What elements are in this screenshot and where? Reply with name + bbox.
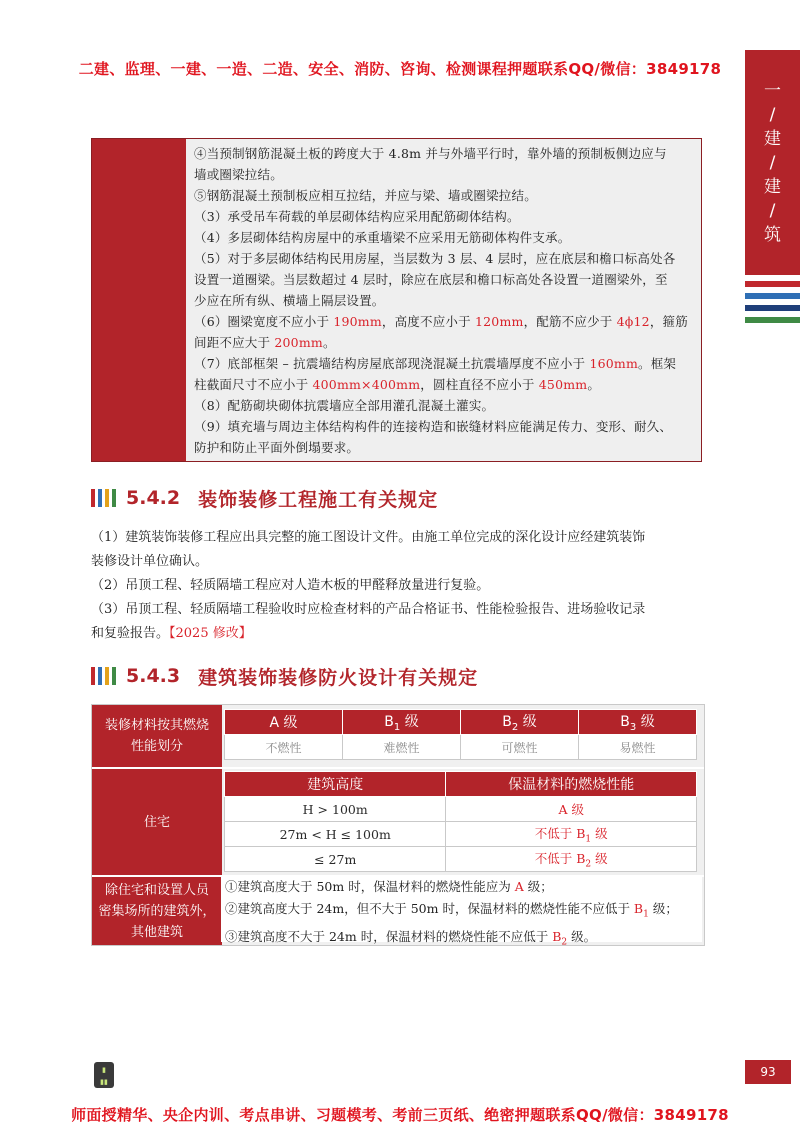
provision-text: 间距不应大于: [194, 335, 275, 350]
provision-line: [194, 164, 693, 185]
section-number: 5.4.3: [126, 665, 181, 687]
grade-subscript: 3: [629, 721, 637, 733]
provision-text: 墙或圈梁拉结。: [194, 167, 283, 182]
grade-desc-cell: 不燃性: [225, 735, 343, 760]
grade-header-cell: [461, 710, 579, 735]
header-insulation-performance: 保温材料的燃烧性能: [446, 772, 697, 797]
provision-text: 设置一道圈梁。当层数超过 4 层时，除应在底层和檐口标高处各设置一道圈梁外，至: [194, 272, 668, 287]
provision-text: 防护和防止平面外倒塌要求。: [194, 440, 360, 455]
grade-letter: B: [384, 714, 394, 731]
height-cell: 27m < H ≤ 100m: [225, 822, 446, 847]
performance-cell: [446, 797, 697, 822]
red-value: 200mm: [274, 335, 323, 350]
provision-text: （9）填充墙与周边主体结构构件的连接构造和嵌缝材料应能满足传力、变形、耐久、: [194, 419, 673, 434]
paragraph-line: 装修设计单位确认。: [91, 554, 209, 569]
grade-desc-cell: 可燃性: [461, 735, 579, 760]
grade-desc-cell: 难燃性: [343, 735, 461, 760]
red-value: 400mm×400mm: [312, 377, 421, 392]
grade-row-label: [92, 705, 222, 767]
promo-banner-top: 二建、监理、一建、一造、二造、安全、消防、咨询、检测课程押题联系QQ/微信：3849178: [78, 60, 722, 78]
provision-text: 。: [587, 377, 601, 392]
provision-text: ⑤钢筋混凝土预制板应相互拉结，并应与梁、墙或圈梁拉结。: [194, 188, 537, 203]
grade-subscript: 2: [511, 721, 519, 733]
requirement-end: 级；: [523, 879, 553, 894]
paragraph-line: （3）吊顶工程、轻质隔墙工程验收时应检查材料的产品合格证书、性能检验报告、进场验收记录: [91, 602, 646, 617]
provision-line: [194, 311, 693, 332]
provision-line: [194, 395, 693, 416]
provision-text: （3）承受吊车荷载的单层砌体结构应采用配筋砌体结构。: [194, 209, 520, 224]
other-building-requirements: [221, 876, 702, 947]
provision-text: （7）底部框架 – 抗震墙结构房屋底部现浇混凝土抗震墙厚度不应小于: [194, 356, 590, 371]
grade-header-cell: [579, 710, 697, 735]
requirement-line: [225, 898, 702, 926]
provision-text: 柱截面尺寸不应小于: [194, 377, 313, 392]
performance-cell: [446, 822, 697, 847]
side-tab-char: 一: [764, 80, 781, 101]
section-header-543: [91, 662, 478, 690]
requirement-text: ③建筑高度不大于 24m 时，保温材料的燃烧性能不应低于: [225, 928, 553, 944]
grade-letter: B: [552, 928, 562, 944]
grade-suffix: 级: [591, 850, 608, 866]
grade-header-cell: [343, 710, 461, 735]
label-line: 其他建筑: [130, 924, 183, 940]
provision-text: ，箍筋: [649, 314, 688, 329]
provision-text: ④当预制钢筋混凝土板的跨度大于 4.8m 并与外墙平行时，靠外墙的预制板侧边应与: [194, 146, 667, 161]
grade-suffix: 级: [591, 825, 608, 841]
page-number: 93: [745, 1060, 791, 1084]
label-line: 性能划分: [130, 739, 183, 754]
provision-line: [194, 206, 693, 227]
red-value: 450mm: [538, 377, 588, 392]
label-line: 装修材料按其燃烧: [104, 718, 209, 733]
grade-suffix: 级: [400, 714, 419, 731]
provision-text: ，圆柱直径不应小于: [420, 377, 539, 392]
provision-text: 少应在所有纵、横墙上隔层设置。: [194, 293, 385, 308]
grade-subscript: 2: [585, 859, 592, 870]
stripe-green: [745, 317, 800, 323]
section-number: 5.4.2: [126, 487, 181, 509]
red-value: 190mm: [333, 314, 382, 329]
residential-insulation-table: [224, 771, 697, 872]
grade-letter: A: [514, 879, 524, 894]
red-value: 4ϕ12: [616, 314, 650, 329]
provision-line: [194, 437, 693, 458]
revision-tag: 【2025 修改】: [169, 626, 252, 641]
provision-text: （5）对于多层砌体结构民用房屋，当层数为 3 层、4 层时，应在底层和檐口标高处各: [194, 251, 676, 266]
side-tab-char: 建: [764, 176, 781, 197]
grade-subscript: 2: [561, 937, 568, 947]
requirement-end: 级。: [567, 928, 597, 944]
side-tab-char: /: [769, 104, 776, 125]
provision-text: 。: [322, 335, 336, 350]
requirement-text: ②建筑高度大于 24m，但不大于 50m 时，保温材料的燃烧性能不应低于: [225, 901, 634, 916]
provision-line: [194, 227, 693, 248]
grade-suffix: 级: [518, 714, 537, 731]
grade-subscript: 1: [585, 834, 592, 845]
grade-header-cell: [225, 710, 343, 735]
requirement-line: [225, 876, 702, 898]
header-building-height: 建筑高度: [225, 772, 446, 797]
provision-line: [194, 353, 693, 374]
combustion-grade-table: [224, 709, 697, 760]
requirement-end: 级；: [648, 901, 678, 916]
publisher-logo: ▮ ▮▮: [94, 1062, 114, 1088]
side-tab-char: 筑: [764, 224, 781, 245]
block-side-bar: [92, 139, 186, 461]
grade-subscript: 1: [643, 909, 649, 920]
performance-cell: [446, 847, 697, 872]
red-value: 120mm: [474, 314, 524, 329]
paragraph-line: 和复验报告。【2025 修改】: [91, 626, 252, 641]
provision-text: ，配筋不应少于: [523, 314, 617, 329]
grade-letter: B: [633, 901, 644, 916]
stripe-blue: [745, 293, 800, 299]
provision-text: 。框架: [638, 356, 677, 371]
residential-row-label: 住宅: [92, 769, 222, 875]
provision-line: [194, 248, 693, 269]
grade-desc-cell: 易燃性: [579, 735, 697, 760]
side-tab-char: 建: [764, 128, 781, 149]
side-tab-char: /: [769, 152, 776, 173]
provision-line: [194, 185, 693, 206]
stripe-navy: [745, 305, 800, 311]
section-title: 装饰装修工程施工有关规定: [198, 488, 439, 511]
masonry-provisions-block: [91, 138, 702, 462]
performance-text: 不低于 B: [534, 850, 586, 866]
height-cell: ≤ 27m: [225, 847, 446, 872]
grade-subscript: 1: [393, 721, 401, 733]
provision-line: [194, 269, 693, 290]
requirement-line: [225, 926, 702, 954]
paragraph-line: （2）吊顶工程、轻质隔墙工程应对人造木板的甲醛释放量进行复验。: [91, 578, 490, 593]
grade-letter: B: [502, 714, 512, 731]
residential-row: [225, 797, 697, 822]
provision-text: （8）配筋砌块砌体抗震墙应全部用灌孔混凝土灌实。: [194, 398, 495, 413]
provision-text: ，高度不应小于: [381, 314, 475, 329]
residential-row: [225, 847, 697, 872]
masonry-provisions-text: [186, 139, 701, 461]
section-bars-icon: [91, 489, 116, 507]
stripe-red: [745, 281, 800, 287]
grade-label-text: [105, 715, 209, 757]
other-building-row-label: [92, 877, 222, 945]
other-label-text: [98, 880, 215, 943]
grade-letter: A 级: [269, 715, 298, 731]
performance-text: A 级: [558, 802, 584, 817]
height-cell: H > 100m: [225, 797, 446, 822]
provision-line: [194, 143, 693, 164]
side-tab-char: /: [769, 200, 776, 221]
residential-row: [225, 822, 697, 847]
provision-line: [194, 290, 693, 311]
section-header-542: [91, 484, 438, 512]
provision-line: [194, 374, 693, 395]
section-title: 建筑装饰装修防火设计有关规定: [198, 666, 479, 689]
provision-line: [194, 416, 693, 437]
promo-banner-bottom: 师面授精华、央企内训、考点串讲、习题模考、考前三页纸、绝密押题联系QQ/微信：3849178: [71, 1106, 729, 1124]
provision-text: （4）多层砌体结构房屋中的承重墙梁不应采用无筋砌体构件支承。: [194, 230, 571, 245]
section-bars-icon: [91, 667, 116, 685]
label-line: 除住宅和设置人员: [104, 882, 209, 898]
label-line: 密集场所的建筑外，: [98, 903, 216, 919]
performance-text: 不低于 B: [534, 825, 586, 841]
provision-line: [194, 332, 693, 353]
paragraph-line: （1）建筑装饰装修工程应出具完整的施工图设计文件。由施工单位完成的深化设计应经建筑装饰: [91, 530, 646, 545]
decoration-construction-paragraphs: [91, 526, 703, 646]
chapter-side-tab: [745, 50, 800, 275]
provision-text: （6）圈梁宽度不应小于: [194, 314, 334, 329]
grade-suffix: 级: [636, 714, 655, 731]
requirement-text: ①建筑高度大于 50m 时，保温材料的燃烧性能应为: [225, 879, 515, 894]
red-value: 160mm: [589, 356, 639, 371]
grade-letter: B: [620, 714, 630, 731]
